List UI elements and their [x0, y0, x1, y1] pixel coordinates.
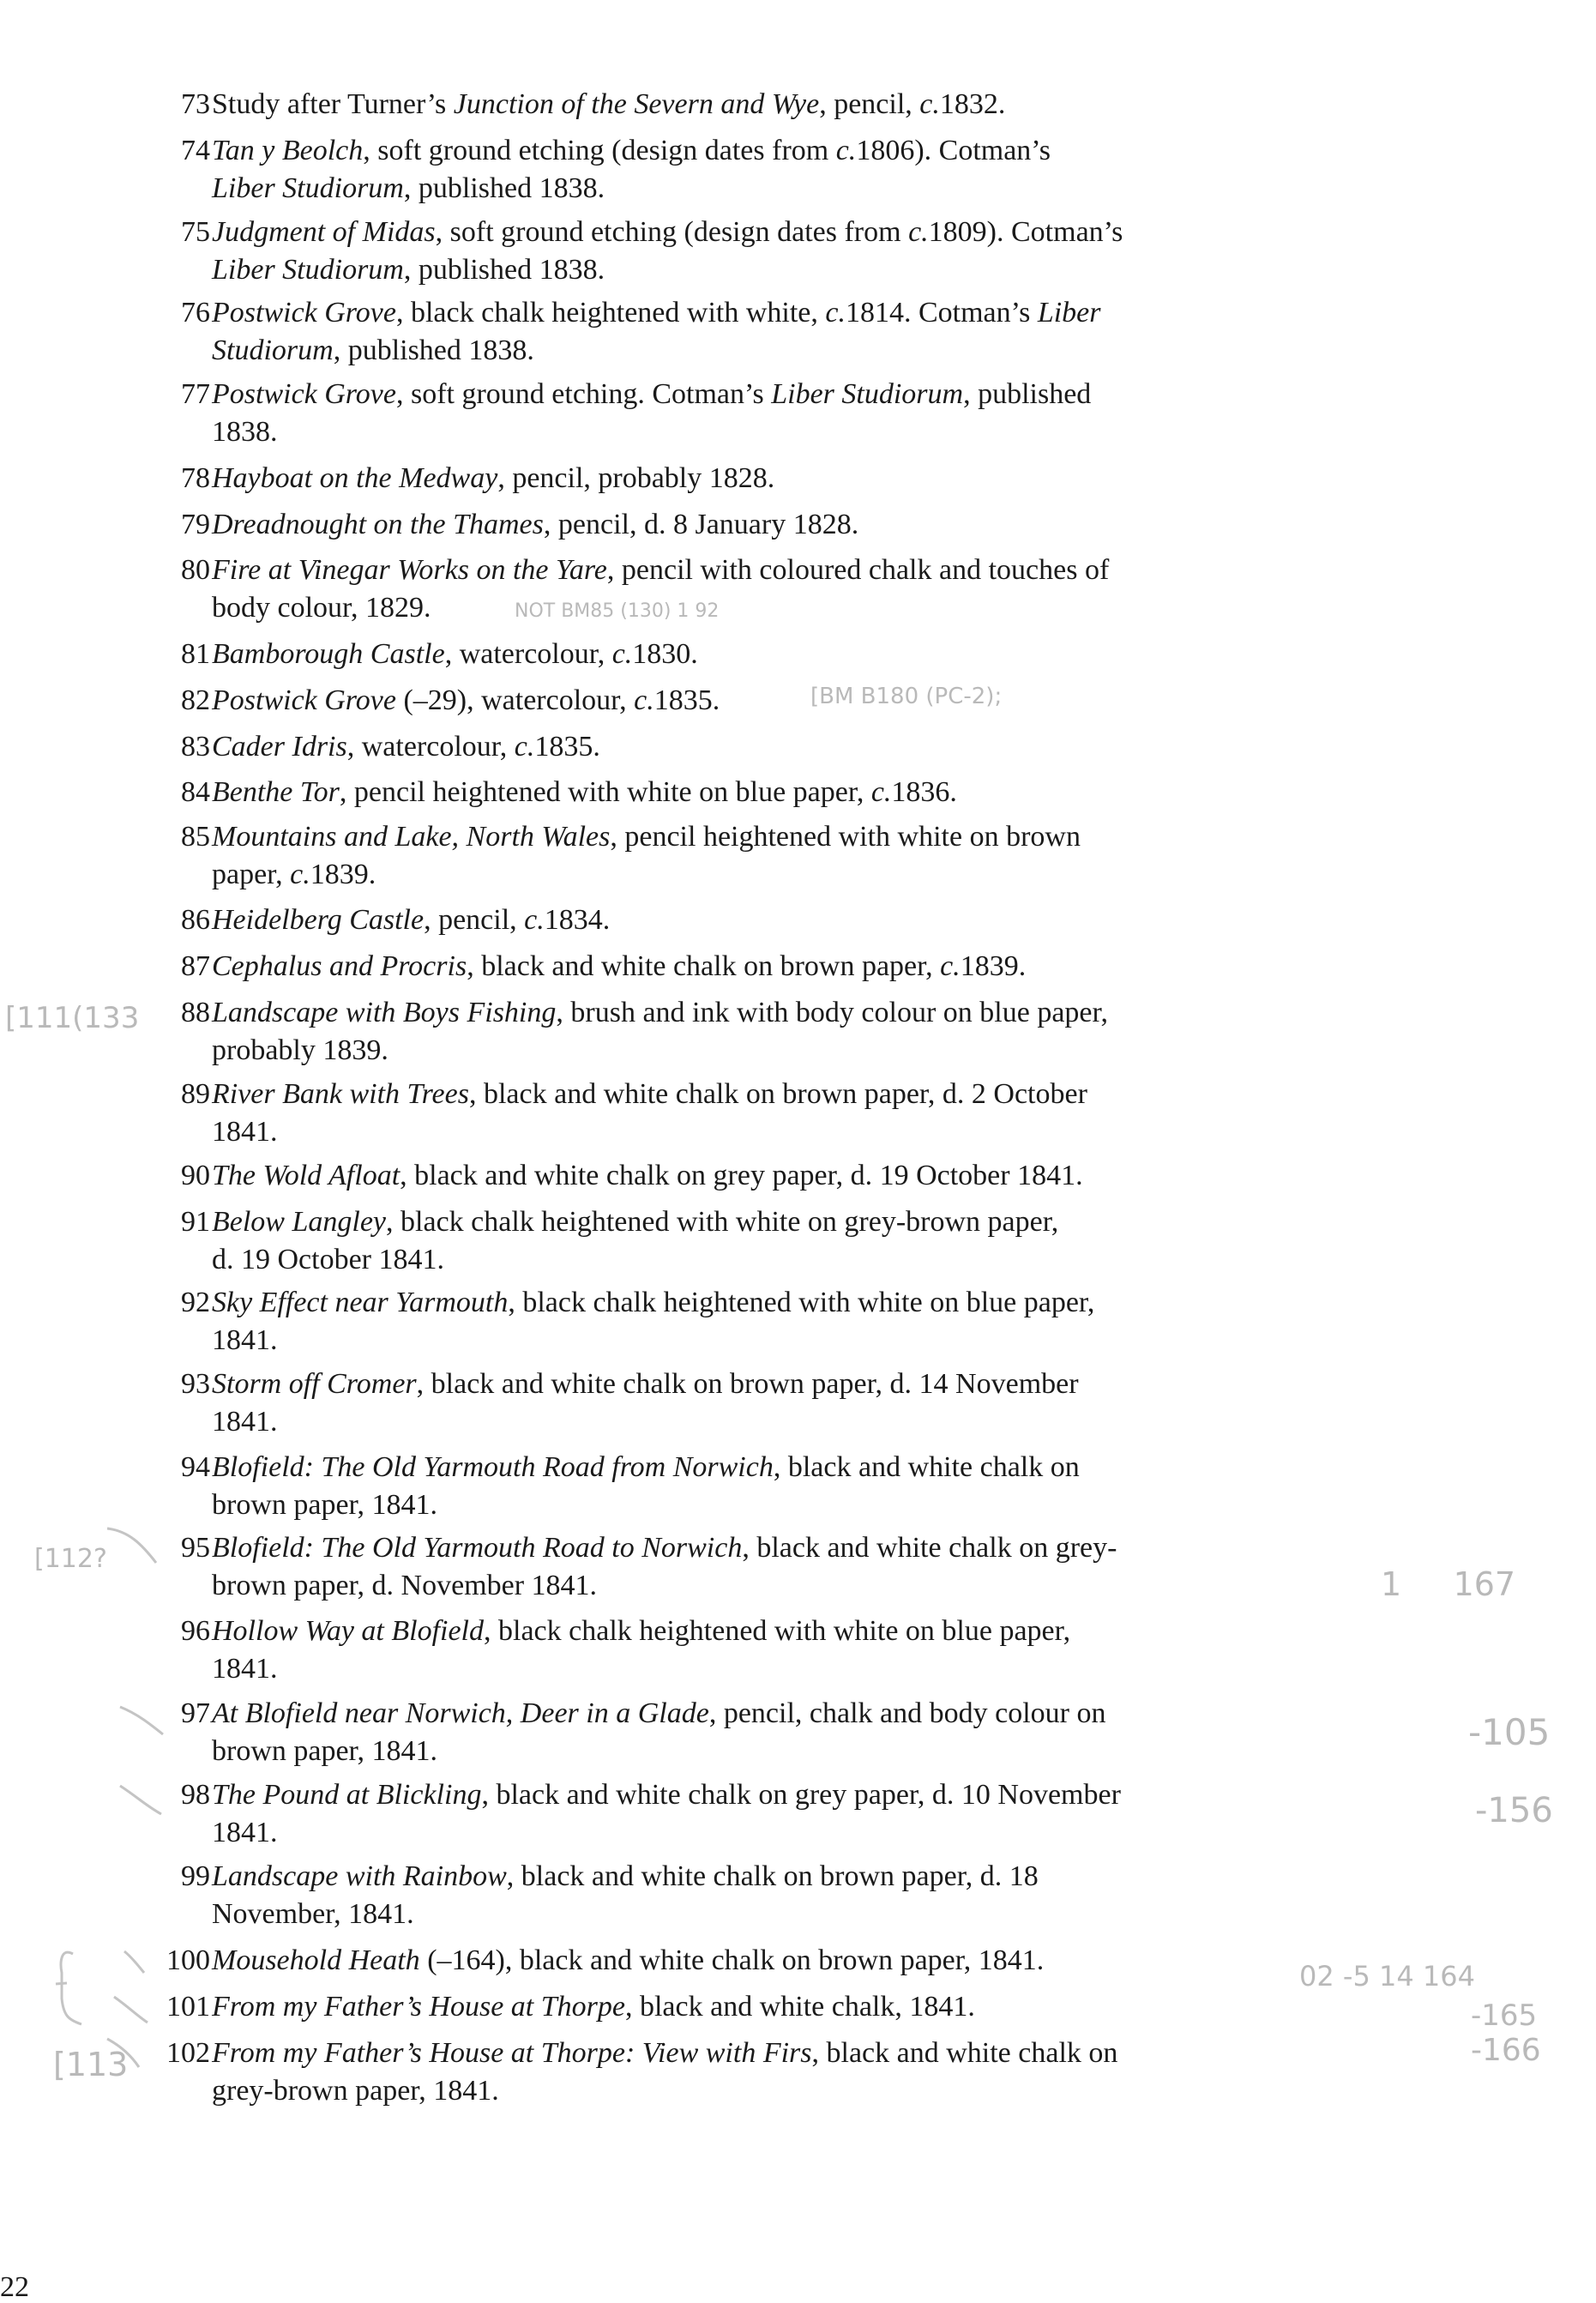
text-segment: , pencil, — [424, 904, 525, 936]
pencil-dash-100 — [56, 1983, 67, 1984]
italic-title-segment: Bamborough Castle — [212, 638, 445, 670]
italic-title-segment: c. — [634, 684, 654, 716]
italic-title-segment: Below Langley — [212, 1206, 387, 1238]
pencil-note-80: NOT BM85 (130) 1 92 — [515, 600, 720, 622]
italic-title-segment: The Wold Afloat — [212, 1160, 401, 1191]
entry-number: 102 — [166, 2037, 210, 2069]
entry-number: 90 — [181, 1160, 210, 1191]
italic-title-segment: c. — [908, 216, 929, 248]
italic-title-segment: Mousehold Heath — [212, 1944, 420, 1976]
entry-number: 85 — [181, 821, 210, 853]
text-segment: brown paper, d. November 1841. — [212, 1570, 598, 1601]
text-segment: , pencil, chalk and body colour on — [708, 1697, 1106, 1729]
pencil-note-88: [111(133 — [5, 1001, 140, 1035]
entry-number: 100 — [166, 1944, 210, 1976]
italic-title-segment: c. — [611, 638, 633, 670]
text-segment: , pencil, probably 1828. — [497, 462, 775, 494]
pencil-note-82: [BM B180 (PC-2); — [810, 684, 1003, 709]
entry-number: 80 — [181, 554, 210, 586]
text-segment: 1838. — [212, 416, 278, 448]
text-segment: 1841. — [212, 1817, 278, 1848]
italic-title-segment: c. — [514, 731, 535, 763]
entry-number: 88 — [181, 997, 210, 1028]
italic-title-segment: Studiorum — [212, 335, 334, 366]
italic-title-segment: Junction of the Severn and Wye — [453, 88, 820, 120]
italic-title-segment: Fire at Vinegar Works on the Yare — [212, 554, 607, 586]
italic-title-segment: Cader Idris — [212, 731, 347, 763]
italic-title-segment: Postwick Grove — [212, 378, 396, 410]
pencil-tick-100 — [124, 1951, 144, 1973]
entry-number: 98 — [181, 1779, 210, 1811]
entry-number: 79 — [181, 509, 210, 540]
text-segment: 1834. — [544, 904, 611, 936]
text-segment: , black chalk heightened with white on grey-brown paper, — [386, 1206, 1059, 1238]
italic-title-segment: From my Father’s House at Thorpe — [212, 1991, 625, 2023]
italic-title-segment: Cephalus and Procris — [212, 950, 467, 982]
italic-title-segment: c. — [825, 297, 846, 329]
text-segment: , pencil heightened with white on brown — [610, 821, 1081, 853]
entry-number: 76 — [181, 297, 210, 329]
pencil-tick-98 — [120, 1786, 161, 1814]
entry-number: 93 — [181, 1368, 210, 1400]
italic-title-segment: c. — [290, 859, 310, 890]
entry-number: 95 — [181, 1532, 210, 1564]
pencil-note-100-right: 02 -5 14 164 — [1299, 1960, 1475, 1993]
italic-title-segment: Landscape with Boys Fishing — [212, 997, 557, 1028]
entry-number: 83 — [181, 731, 210, 763]
text-segment: body colour, 1829. — [212, 592, 431, 624]
pencil-note-98-right: -156 — [1475, 1791, 1553, 1830]
italic-title-segment: Heidelberg Castle — [212, 904, 425, 936]
entry-number: 92 — [181, 1287, 210, 1318]
pencil-note-95: [112? — [34, 1544, 107, 1574]
text-segment: , black and white chalk on grey- — [742, 1532, 1117, 1564]
entry-number: 99 — [181, 1860, 210, 1892]
italic-title-segment: Benthe Tor — [212, 776, 340, 808]
pencil-note-95-right: 1 167 — [1381, 1565, 1516, 1603]
italic-title-segment: c. — [919, 88, 940, 120]
text-segment: , pencil heightened with white on blue paper, — [339, 776, 871, 808]
italic-title-segment: Liber Studiorum — [771, 378, 964, 410]
entry-number: 73 — [181, 88, 210, 120]
text-segment: , black chalk heightened with white on blue paper, — [484, 1615, 1071, 1647]
entry-number: 74 — [181, 135, 210, 166]
italic-title-segment: Tan y Beolch — [212, 135, 364, 166]
italic-title-segment: c. — [870, 776, 892, 808]
entry-number: 91 — [181, 1206, 210, 1238]
pencil-note-101-right: -165 — [1471, 1999, 1538, 2033]
text-segment: , black and white chalk on brown paper, d. 18 — [506, 1860, 1039, 1892]
entry-number: 97 — [181, 1697, 210, 1729]
pencil-tick-101 — [114, 1997, 148, 2023]
italic-title-segment: c. — [835, 135, 857, 166]
entry-number: 96 — [181, 1615, 210, 1647]
text-segment: 1841. — [212, 1653, 278, 1685]
italic-title-segment: Sky Effect near Yarmouth — [212, 1287, 509, 1318]
text-segment: , black and white chalk on grey paper, d. 10 November — [481, 1779, 1121, 1811]
text-segment: , watercolour, — [444, 638, 612, 670]
text-segment: d. 19 October 1841. — [212, 1244, 445, 1275]
text-segment: , black and white chalk on — [811, 2037, 1118, 2069]
entry-number: 82 — [181, 684, 210, 716]
text-segment: , pencil with coloured chalk and touches of — [606, 554, 1110, 586]
italic-title-segment: The Pound at Blickling — [212, 1779, 482, 1811]
text-segment: , black chalk heightened with white on blue paper, — [508, 1287, 1095, 1318]
text-segment: 1836. — [891, 776, 957, 808]
italic-title-segment: Hollow Way at Blofield — [212, 1615, 485, 1647]
entry-number: 101 — [166, 1991, 210, 2023]
pencil-brace-100-102 — [61, 1952, 81, 2024]
text-segment: , published 1838. — [333, 335, 534, 366]
pencil-note-102-right: -166 — [1471, 2033, 1541, 2068]
text-segment: , pencil, — [819, 88, 920, 120]
text-segment: 1830. — [632, 638, 698, 670]
italic-title-segment: Blofield: The Old Yarmouth Road to Norwich — [212, 1532, 743, 1564]
text-segment: (–29), watercolour, — [395, 684, 635, 716]
text-segment: , soft ground etching (design dates from — [435, 216, 909, 248]
italic-title-segment: Blofield: The Old Yarmouth Road from Norwich — [212, 1451, 774, 1483]
text-segment: , black and white chalk, 1841. — [624, 1991, 975, 2023]
page-number-cut-off: 22 — [0, 2271, 29, 2303]
text-segment: (–164), black and white chalk on brown paper, 1841. — [419, 1944, 1045, 1976]
italic-title-segment: Landscape with Rainbow — [212, 1860, 507, 1892]
text-segment: 1835. — [534, 731, 600, 763]
italic-title-segment: Postwick Grove — [212, 297, 396, 329]
entry-number: 87 — [181, 950, 210, 982]
text-segment: brown paper, 1841. — [212, 1489, 438, 1521]
entry-number: 78 — [181, 462, 210, 494]
entry-number: 94 — [181, 1451, 210, 1483]
text-segment: 1841. — [212, 1324, 278, 1356]
italic-title-segment: River Bank with Trees — [212, 1078, 469, 1110]
pencil-tick-97 — [120, 1707, 163, 1734]
italic-title-segment: c. — [940, 950, 961, 982]
entry-number: 81 — [181, 638, 210, 670]
italic-title-segment: Hayboat on the Medway — [212, 462, 498, 494]
text-segment: 1839. — [310, 859, 376, 890]
text-segment: , published — [963, 378, 1092, 410]
pencil-note-97-right: -105 — [1468, 1711, 1551, 1753]
entry-number: 84 — [181, 776, 210, 808]
text-segment: Study after Turner’s — [212, 88, 454, 120]
italic-title-segment: Liber — [1037, 297, 1101, 329]
text-segment: , brush and ink with body colour on blue paper, — [556, 997, 1108, 1028]
text-segment: , soft ground etching (design dates from — [363, 135, 836, 166]
text-segment: probably 1839. — [212, 1034, 388, 1066]
italic-title-segment: Postwick Grove — [212, 684, 396, 716]
text-segment: , black and white chalk on brown paper, — [467, 950, 941, 982]
text-segment: , published 1838. — [403, 172, 605, 204]
italic-title-segment: From my Father’s House at Thorpe: View with Firs — [212, 2037, 812, 2069]
entry-number: 86 — [181, 904, 210, 936]
text-segment: , black chalk heightened with white, — [395, 297, 826, 329]
pencil-tick-102 — [107, 2039, 139, 2067]
text-segment: 1814. Cotman’s — [845, 297, 1038, 329]
text-segment: , watercolour, — [346, 731, 515, 763]
text-segment: , pencil, d. 8 January 1828. — [543, 509, 859, 540]
text-segment: 1841. — [212, 1116, 278, 1148]
entry-number: 77 — [181, 378, 210, 410]
italic-title-segment: Liber Studiorum — [212, 172, 404, 204]
italic-title-segment: Judgment of Midas — [212, 216, 436, 248]
italic-title-segment: Dreadnought on the Thames — [212, 509, 544, 540]
text-segment: , black and white chalk on grey paper, d. 19 October 1841. — [400, 1160, 1083, 1191]
text-segment: paper, — [212, 859, 291, 890]
text-segment: November, 1841. — [212, 1898, 414, 1930]
text-segment: , black and white chalk on brown paper, d. 14 November — [416, 1368, 1079, 1400]
text-segment: , black and white chalk on — [773, 1451, 1080, 1483]
text-segment: 1841. — [212, 1406, 278, 1438]
italic-title-segment: Liber Studiorum — [212, 254, 404, 286]
text-segment: , black and white chalk on brown paper, d. 2 October — [468, 1078, 1087, 1110]
italic-title-segment: Storm off Cromer — [212, 1368, 417, 1400]
pencil-note-102-left: [113 — [53, 2046, 129, 2083]
text-segment: , soft ground etching. Cotman’s — [395, 378, 772, 410]
text-segment: 1832. — [939, 88, 1006, 120]
text-segment: , published 1838. — [403, 254, 605, 286]
text-segment: 1806). Cotman’s — [856, 135, 1051, 166]
entry-number: 89 — [181, 1078, 210, 1110]
italic-title-segment: At Blofield near Norwich, Deer in a Glade — [212, 1697, 709, 1729]
entry-number: 75 — [181, 216, 210, 248]
text-segment: brown paper, 1841. — [212, 1735, 438, 1767]
text-segment: 1809). Cotman’s — [928, 216, 1123, 248]
pencil-tick-95 — [107, 1528, 156, 1563]
text-segment: grey-brown paper, 1841. — [212, 2075, 499, 2107]
text-segment: 1839. — [960, 950, 1027, 982]
italic-title-segment: Mountains and Lake, North Wales — [212, 821, 611, 853]
italic-title-segment: c. — [524, 904, 545, 936]
text-segment: 1835. — [653, 684, 720, 716]
